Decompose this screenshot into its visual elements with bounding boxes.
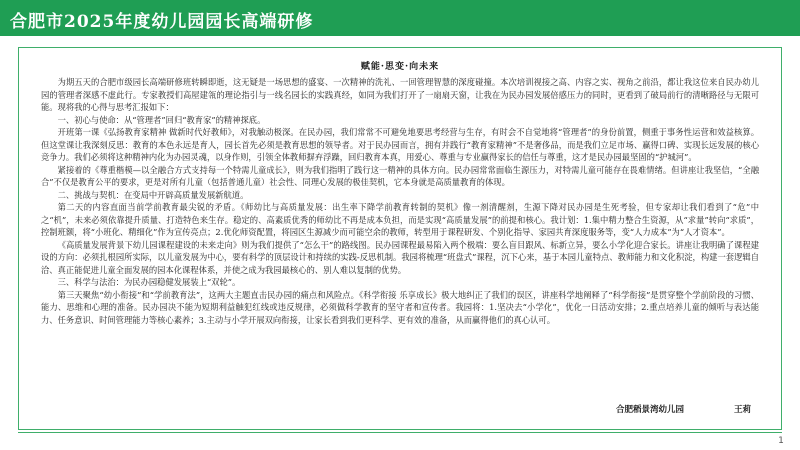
document-frame (18, 47, 782, 430)
signature (616, 403, 751, 415)
document-title: 赋能·思变·向未来 (360, 62, 440, 72)
signature-org: 合肥稻景湾幼儿园 (615, 405, 684, 415)
signature-name: 王莉 (733, 405, 751, 415)
section-heading-3: 三、科学与法治：为民办园稳健发展装上“双轮”。 (57, 277, 241, 287)
paragraph: 第三天聚焦“幼小衔接”和“学前教育法”，这两大主题直击民办园的痛点和风险点。《科学衔接 乐享成长》极大地纠正了我们的误区，讲座科学地阐释了“科学衔接”是贯穿整个学前阶段的习惯、能力、思维和心理的准备。民办园决不能为短期利益触犯红线或违反规律，必须做科学教育的坚守者和宣传者。我园将：1.坚决去“小学化”，优化一日活动安排；2.重点培养儿童的倾听与表达能力、任务意识、时间管理能力等核心素养；3.主动与小学开展双向衔接，让家长看到我们更科学、更有效的准备，从而赢得他们的真心认可。 (41, 289, 759, 325)
paragraph: 开班第一课《弘扬教育家精神 做新时代好教师》，对我触动极深。在民办园，我们常常不可避免地要思考经营与生存，有时会不自觉地将“管理者”的身份前置，侧重于事务性运营和效益核算。但这堂课让我深刻反思：教育的本色永远是育人，园长首先必须是教育思想的领导者。对于民办园而言，拥有并践行“教育家精神”不是奢侈品，而是我们立足市场、赢得口碑、实现长远发展的核心竞争力。我们必须将这种精神内化为办园灵魂，以身作则，引领全体教师摒弃浮躁，回归教育本真，用爱心、尊重与专业赢得家长的信任与尊重，这才是民办园最坚固的“护城河”。 (41, 127, 759, 162)
page-number: 1 (778, 436, 784, 446)
header-bar (0, 0, 800, 36)
paragraph: 《高质量发展背景下幼儿园课程建设的未来走向》则为我们提供了“怎么干”的路线图。民办园课程最易陷入两个极端：要么盲目跟风、标新立异，要么小学化迎合家长。讲座让我明确了课程建设的方向：必须扎根园所实际，以儿童发展为中心，要有科学的顶层设计和持续的实践-反思机制。我园将梳理“班盘式”课程，沉下心来，基于本园儿童特点、教师能力和文化积淀，构建一套逻辑自洽、真正能促进儿童全面发展的园本化课程体系，并使之成为我园最核心的、别人难以复制的优势。 (41, 239, 759, 275)
paragraph-intro: 为期五天的合肥市级园长高端研修班转瞬即逝，这无疑是一场思想的盛宴、一次精神的洗礼、一回管理智慧的深度碰撞。本次培训视接之高、内容之实、视角之前沿，都让我这位来自民办幼儿园的管理者深感不虚此行。专家教授们高屋建瓴的理论指引与一线名园长的实践真经，如同为我们打开了一扇扇天窗，让我在为民办园发展倍感压力的同时，更看到了破局前行的清晰路径与无限可能。现将我的心得与思考汇报如下： (41, 77, 759, 112)
paragraph: 紧接着的《尊重楷模—以全融合方式支持每一个特需儿童成长》，则为我们指明了践行这一精神的具体方向。民办园常常面临生源压力，对特需儿童可能存在畏难情绪。但讲座让我坚信，“全融合”不仅是教育公平的要求，更是对所有儿童（包括普通儿童）社会性、同理心发展的极佳契机，它本身就是高质量教育的体现。 (41, 164, 759, 187)
section-heading-1: 一、初心与使命：从“管理者”回归“教育家”的精神探底。 (57, 114, 266, 125)
paragraph: 第二天的内容直面当前学前教育最尖锐的矛盾。《师幼比与高质量发展：出生率下降学前教育转制的契机》像一剂清醒剂，生源下降对民办园是生死考验，但专家却让我们看到了“危”中之“机”，未来必须依靠提升质量、打造特色来生存。稳定的、高素质优秀的师幼比不再是成本负担，而是实现“高质量发展”的前提和核心。我计划：1.集中精力整合生资源，从“求量”转向“求质”，控制班额，将“小班化、精细化”作为宣传亮点；2.优化师资配置，将园区生源减少而可能空余的教师，转型用于课程研发、个别化指导、家园共育深度服务等，变“人力成本”为“人才资本”。 (41, 202, 759, 237)
section-heading-2: 二、挑战与契机：在变局中开辟高质量发展新航道。 (57, 189, 249, 200)
page-title: 合肥市2025年度幼儿园园长高端研修 (10, 12, 314, 32)
bottom-divider (18, 432, 782, 433)
